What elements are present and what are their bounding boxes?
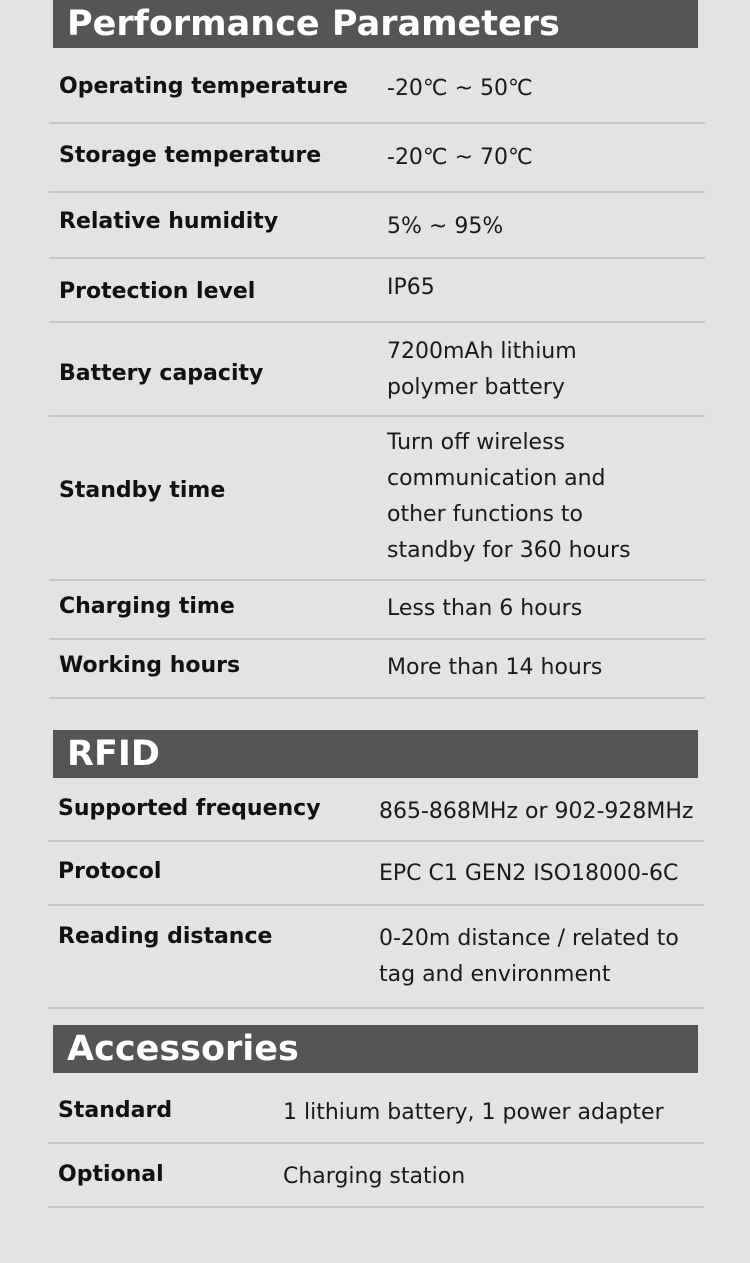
row-label: Relative humidity bbox=[59, 209, 279, 234]
row-label: Standby time bbox=[59, 478, 226, 503]
table-row bbox=[48, 842, 704, 906]
table-row bbox=[48, 779, 704, 842]
row-value: IP65 bbox=[387, 275, 435, 300]
table-row bbox=[49, 259, 705, 323]
row-label: Charging time bbox=[59, 594, 235, 619]
row-label: Operating temperature bbox=[59, 74, 348, 99]
row-label: Storage temperature bbox=[59, 143, 322, 168]
row-label: Optional bbox=[58, 1162, 164, 1187]
table-row bbox=[49, 581, 705, 640]
row-value: Less than 6 hours bbox=[387, 596, 583, 621]
row-label: Standard bbox=[58, 1098, 173, 1123]
row-value: 0-20m distance / related to tag and environment bbox=[379, 926, 679, 987]
row-value: 7200mAh lithium polymer battery bbox=[387, 339, 577, 400]
performance-header bbox=[53, 0, 698, 48]
row-label: Battery capacity bbox=[59, 361, 264, 386]
table-row bbox=[48, 906, 704, 1009]
table-row bbox=[49, 52, 705, 124]
row-label: Protection level bbox=[59, 279, 256, 304]
table-row bbox=[48, 1079, 704, 1144]
row-label: Working hours bbox=[59, 653, 241, 678]
table-row bbox=[48, 1144, 704, 1208]
table-row bbox=[49, 193, 705, 259]
row-label: Reading distance bbox=[58, 924, 273, 949]
row-label: Protocol bbox=[58, 859, 162, 884]
row-value: -20℃ ~ 50℃ bbox=[387, 76, 533, 101]
table-row bbox=[49, 640, 705, 699]
rfid-header bbox=[53, 730, 698, 778]
row-value: Charging station bbox=[283, 1164, 466, 1189]
table-row bbox=[49, 124, 705, 193]
row-value: More than 14 hours bbox=[387, 655, 603, 680]
rfid-title: RFID bbox=[67, 734, 160, 774]
row-label: Supported frequency bbox=[58, 796, 321, 821]
accessories-title: Accessories bbox=[67, 1029, 299, 1069]
row-value: -20℃ ~ 70℃ bbox=[387, 145, 533, 170]
row-value: Turn off wireless communication and other functions to standby for 360 hours bbox=[387, 430, 631, 563]
accessories-header bbox=[53, 1025, 698, 1073]
row-value: 865-868MHz or 902-928MHz bbox=[379, 799, 694, 824]
row-value: EPC C1 GEN2 ISO18000-6C bbox=[379, 861, 679, 886]
performance-title: Performance Parameters bbox=[67, 4, 560, 44]
row-value: 5% ~ 95% bbox=[387, 214, 504, 239]
table-row bbox=[49, 417, 705, 581]
row-value: 1 lithium battery, 1 power adapter bbox=[283, 1100, 664, 1125]
table-row bbox=[49, 323, 705, 417]
